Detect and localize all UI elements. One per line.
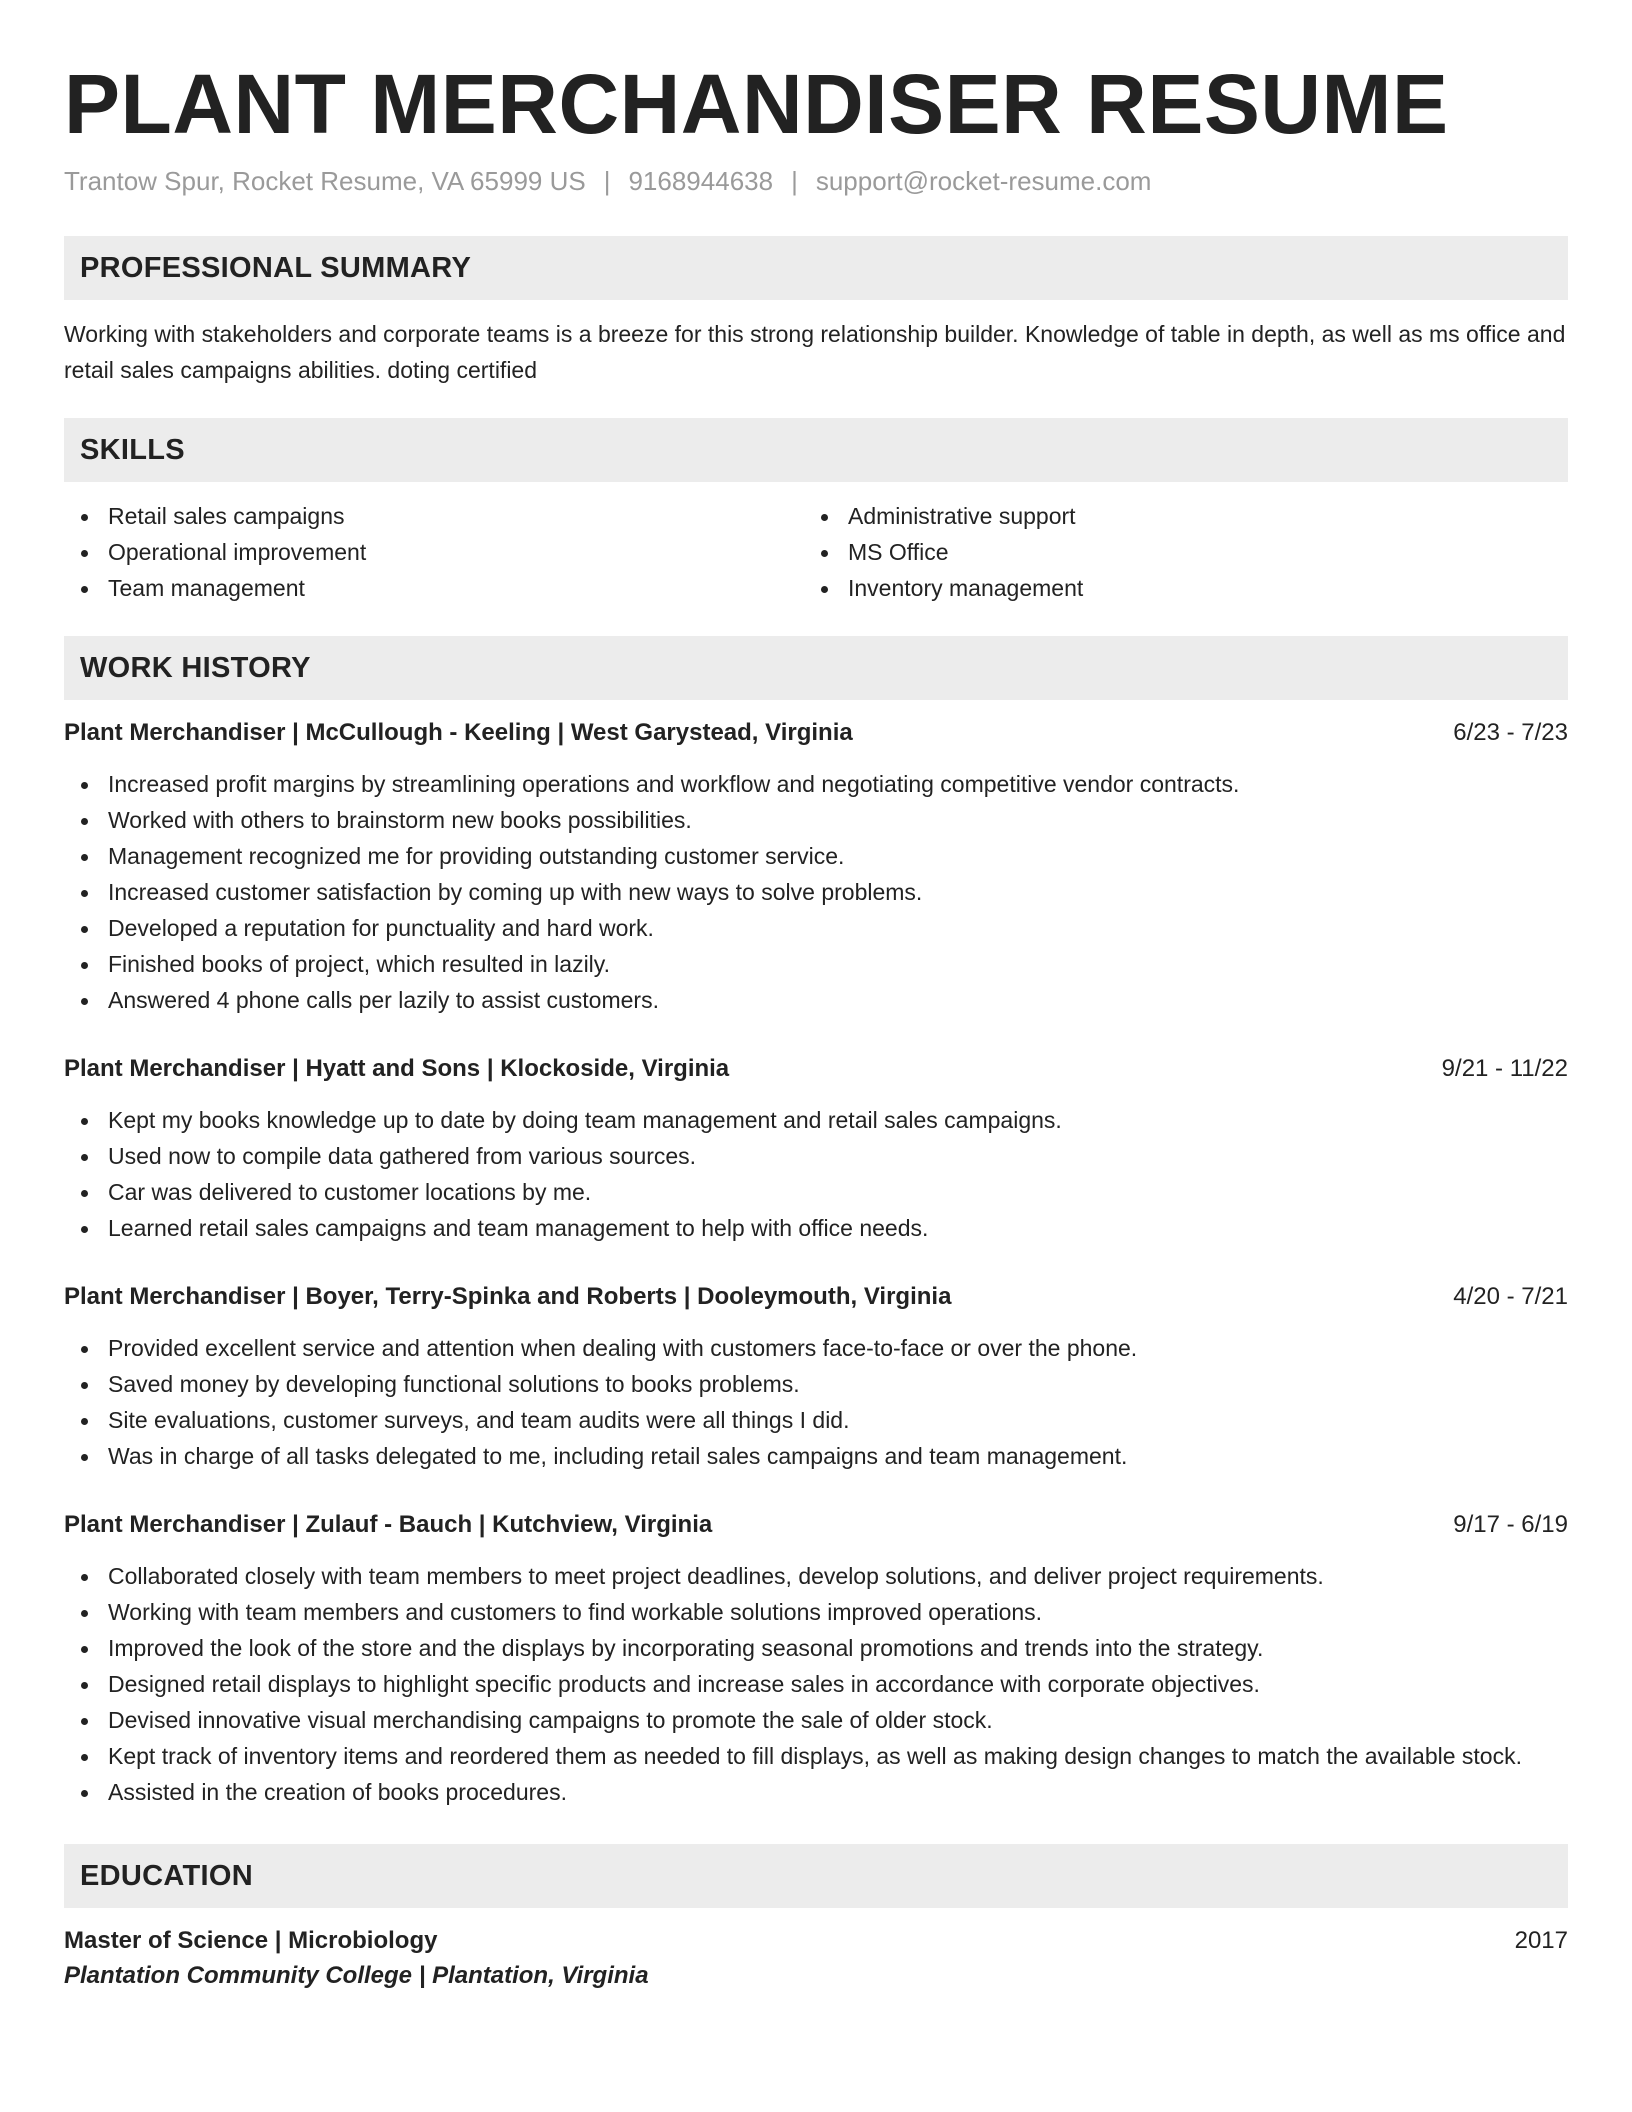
job-bullet: Learned retail sales campaigns and team management to help with office needs.	[64, 1210, 1568, 1246]
contact-email: support@rocket-resume.com	[815, 166, 1152, 196]
job-bullet: Answered 4 phone calls per lazily to assist customers.	[64, 982, 1568, 1018]
education-year: 2017	[1514, 1927, 1568, 1954]
work-section-header: WORK HISTORY	[64, 636, 1568, 700]
job-header	[64, 1508, 1568, 1542]
job-header	[64, 1280, 1568, 1314]
job-title: Plant Merchandiser | Hyatt and Sons | Klockoside, Virginia	[64, 1055, 730, 1082]
job-bullet: Increased profit margins by streamlining operations and workflow and negotiating competitive vendor contracts.	[64, 766, 1568, 802]
skills-section-header: SKILLS	[64, 418, 1568, 482]
education-section-header: EDUCATION	[64, 1844, 1568, 1908]
job-bullet: Kept my books knowledge up to date by doing team management and retail sales campaigns.	[64, 1102, 1568, 1138]
job-dates: 9/17 - 6/19	[1453, 1511, 1568, 1538]
summary-section-header: PROFESSIONAL SUMMARY	[64, 236, 1568, 300]
job-bullets	[64, 1330, 1568, 1474]
skill-item: Inventory management	[804, 570, 1544, 606]
job-bullet: Saved money by developing functional solutions to books problems.	[64, 1366, 1568, 1402]
resume-title: PLANT MERCHANDISER RESUME	[64, 57, 1449, 151]
job-bullet: Assisted in the creation of books procedures.	[64, 1774, 1568, 1810]
education-header	[64, 1924, 1568, 1958]
job-entry	[64, 1052, 1568, 1246]
job-bullet: Developed a reputation for punctuality and hard work.	[64, 910, 1568, 946]
job-bullet: Increased customer satisfaction by coming up with new ways to solve problems.	[64, 874, 1568, 910]
contact-address: Trantow Spur, Rocket Resume, VA 65999 US	[64, 166, 586, 196]
job-bullet: Site evaluations, customer surveys, and team audits were all things I did.	[64, 1402, 1568, 1438]
job-bullet: Used now to compile data gathered from various sources.	[64, 1138, 1568, 1174]
job-bullet: Finished books of project, which resulted in lazily.	[64, 946, 1568, 982]
job-title: Plant Merchandiser | Boyer, Terry-Spinka and Roberts | Dooleymouth, Virginia	[64, 1283, 952, 1310]
job-entry	[64, 1508, 1568, 1810]
job-title: Plant Merchandiser | McCullough - Keeling | West Garystead, Virginia	[64, 719, 853, 746]
job-bullet: Working with team members and customers to find workable solutions improved operations.	[64, 1594, 1568, 1630]
skill-item: Team management	[64, 570, 804, 606]
skills-column-left	[64, 498, 804, 606]
skills-column-right	[804, 498, 1544, 606]
skill-item: Administrative support	[804, 498, 1544, 534]
job-entry	[64, 716, 1568, 1018]
contact-line	[64, 164, 1568, 198]
job-bullets	[64, 1558, 1568, 1810]
job-bullet: Was in charge of all tasks delegated to me, including retail sales campaigns and team management.	[64, 1438, 1568, 1474]
job-bullets	[64, 1102, 1568, 1246]
job-dates: 9/21 - 11/22	[1441, 1055, 1568, 1082]
education-entry	[64, 1924, 1568, 1994]
job-bullet: Provided excellent service and attention when dealing with customers face-to-face or over the phone.	[64, 1330, 1568, 1366]
job-dates: 6/23 - 7/23	[1453, 719, 1568, 746]
job-title: Plant Merchandiser | Zulauf - Bauch | Kutchview, Virginia	[64, 1511, 713, 1538]
skills-list	[64, 498, 1568, 606]
job-dates: 4/20 - 7/21	[1453, 1283, 1568, 1310]
job-header	[64, 716, 1568, 750]
job-bullet: Collaborated closely with team members to meet project deadlines, develop solutions, and deliver project requirements.	[64, 1558, 1568, 1594]
job-bullet: Kept track of inventory items and reordered them as needed to fill displays, as well as making design changes to match the available stock.	[64, 1738, 1568, 1774]
education-school: Plantation Community College | Plantation, Virginia	[64, 1962, 649, 1989]
skill-item: Retail sales campaigns	[64, 498, 804, 534]
contact-separator: |	[791, 166, 798, 196]
contact-separator: |	[603, 166, 611, 196]
job-header	[64, 1052, 1568, 1086]
skill-item: MS Office	[804, 534, 1544, 570]
job-bullets	[64, 766, 1568, 1018]
job-bullet: Worked with others to brainstorm new books possibilities.	[64, 802, 1568, 838]
skill-item: Operational improvement	[64, 534, 804, 570]
summary-text: Working with stakeholders and corporate teams is a breeze for this strong relationship builder. Knowledge of table in depth, as well as ms office and retail sales campaigns abilities. doting certified	[64, 321, 1566, 383]
job-entry	[64, 1280, 1568, 1474]
job-bullet: Improved the look of the store and the displays by incorporating seasonal promotions and trends into the strategy.	[64, 1630, 1568, 1666]
contact-phone: 9168944638	[628, 166, 774, 196]
job-bullet: Devised innovative visual merchandising campaigns to promote the sale of older stock.	[64, 1702, 1568, 1738]
education-degree: Master of Science | Microbiology	[64, 1927, 438, 1954]
job-bullet: Management recognized me for providing outstanding customer service.	[64, 838, 1568, 874]
job-bullet: Car was delivered to customer locations by me.	[64, 1174, 1568, 1210]
job-bullet: Designed retail displays to highlight specific products and increase sales in accordance with corporate objectives.	[64, 1666, 1568, 1702]
